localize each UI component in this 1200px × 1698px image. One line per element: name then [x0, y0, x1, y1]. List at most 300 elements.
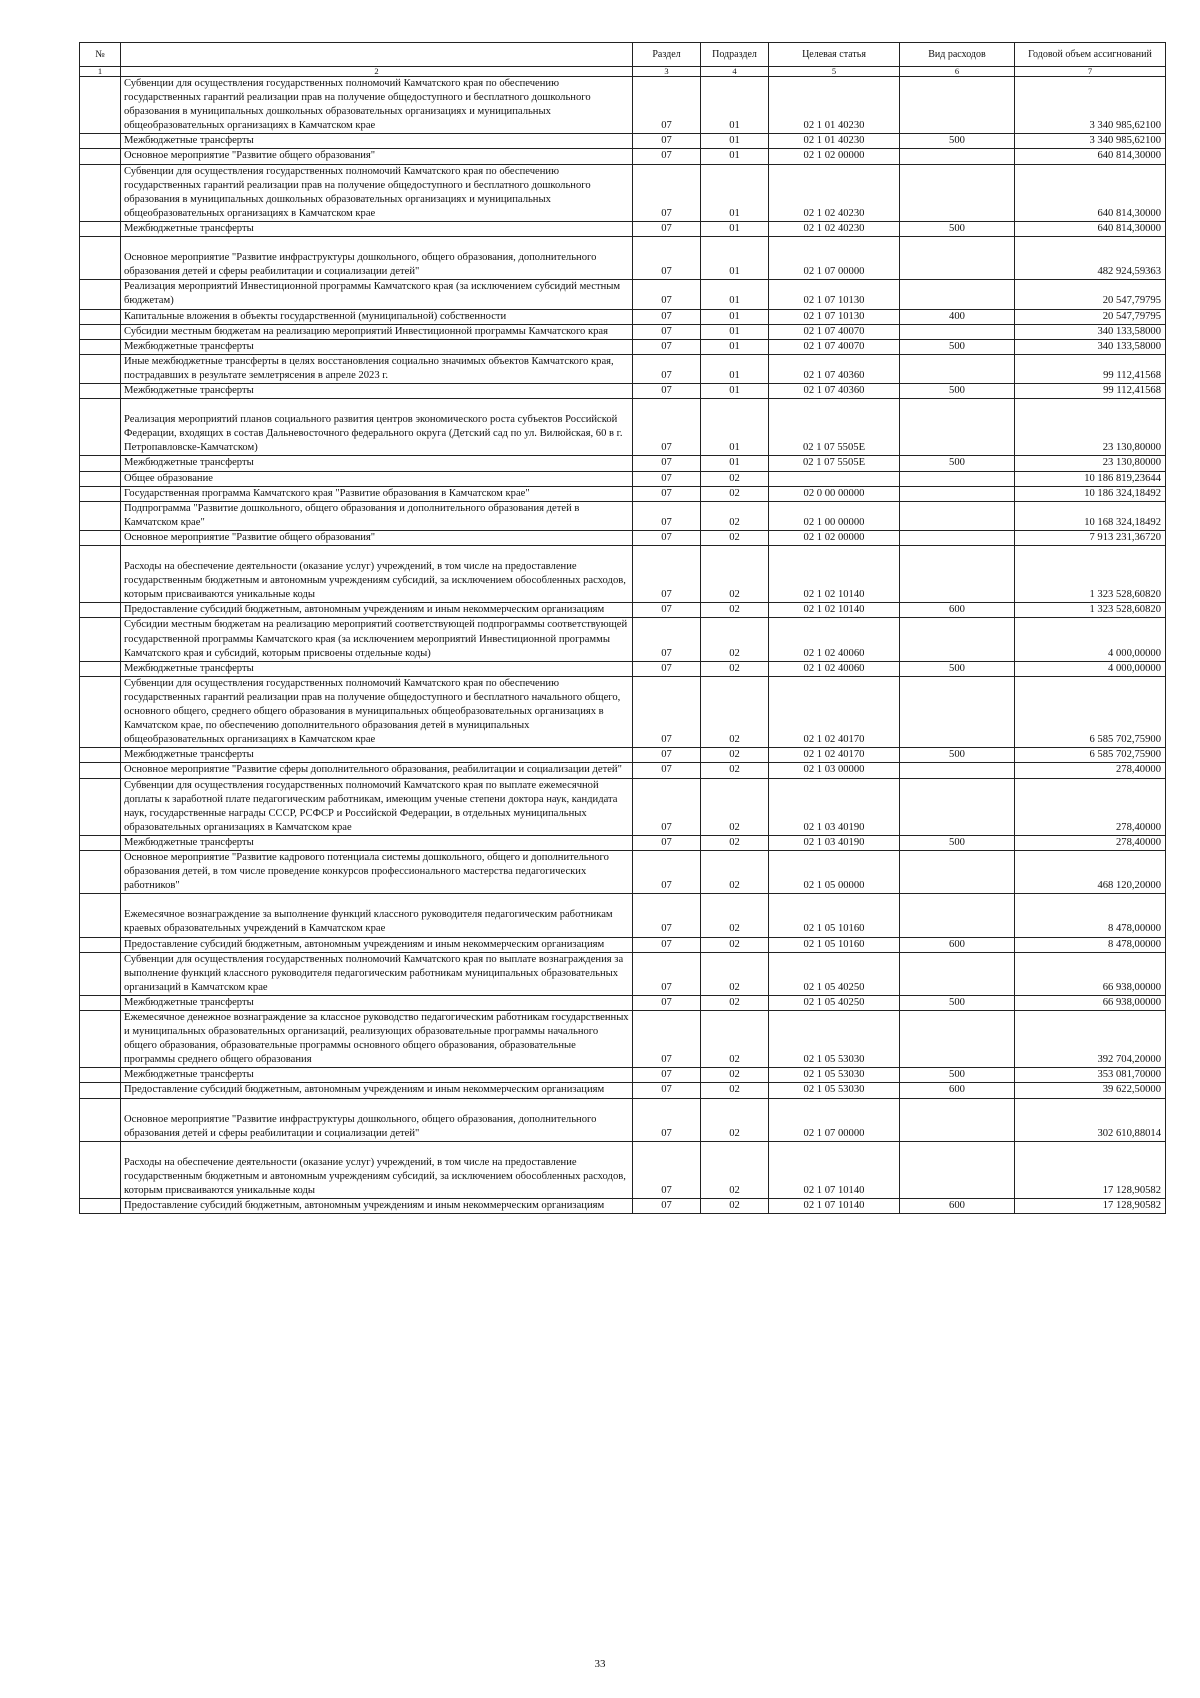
row-target-cell: 02 1 02 40170 [769, 748, 900, 763]
row-section-cell: 07 [633, 309, 701, 324]
row-type-cell [900, 530, 1015, 545]
row-number-cell [80, 763, 121, 778]
row-name-cell: Межбюджетные трансферты [121, 221, 633, 236]
row-number-cell [80, 501, 121, 530]
row-amount-cell: 278,40000 [1015, 778, 1166, 835]
index-cell: 4 [701, 67, 769, 77]
page-number: 33 [594, 1658, 606, 1670]
row-target-cell: 02 1 02 40170 [769, 676, 900, 747]
index-cell: 6 [900, 67, 1015, 77]
row-subsection-cell: 02 [701, 471, 769, 486]
row-subsection-cell: 02 [701, 603, 769, 618]
row-number-cell [80, 546, 121, 603]
row-target-cell: 02 1 02 10140 [769, 603, 900, 618]
row-subsection-cell: 01 [701, 399, 769, 456]
row-type-cell: 500 [900, 383, 1015, 398]
row-name-cell: Межбюджетные трансферты [121, 995, 633, 1010]
row-section-cell: 07 [633, 324, 701, 339]
row-name-cell: Предоставление субсидий бюджетным, автономным учреждениям и иным некоммерческим организациям [121, 1083, 633, 1098]
row-amount-cell: 353 081,70000 [1015, 1068, 1166, 1083]
table-row [80, 1011, 1166, 1068]
row-name-cell: Расходы на обеспечение деятельности (оказание услуг) учреждений, в том числе на предоставление государственным бюджетным и автономным учреждениям субсидий, за исключением обособленных расходов, которым присваиваются уникальные коды [121, 546, 633, 603]
row-section-cell: 07 [633, 280, 701, 309]
table-row [80, 134, 1166, 149]
row-section-cell: 07 [633, 77, 701, 134]
row-type-cell: 400 [900, 309, 1015, 324]
row-amount-cell: 10 186 819,23644 [1015, 471, 1166, 486]
row-number-cell [80, 1011, 121, 1068]
header-name [121, 43, 633, 67]
row-amount-cell: 3 340 985,62100 [1015, 134, 1166, 149]
row-amount-cell: 468 120,20000 [1015, 850, 1166, 893]
row-number-cell [80, 850, 121, 893]
row-subsection-cell: 02 [701, 763, 769, 778]
budget-table-sheet [79, 42, 1165, 1214]
row-type-cell [900, 164, 1015, 221]
row-number-cell [80, 676, 121, 747]
row-section-cell: 07 [633, 530, 701, 545]
row-type-cell: 500 [900, 1068, 1015, 1083]
row-target-cell: 02 1 07 10130 [769, 280, 900, 309]
row-number-cell [80, 835, 121, 850]
row-type-cell: 500 [900, 748, 1015, 763]
row-type-cell: 600 [900, 937, 1015, 952]
row-amount-cell: 17 128,90582 [1015, 1199, 1166, 1214]
row-subsection-cell: 01 [701, 339, 769, 354]
row-type-cell: 500 [900, 661, 1015, 676]
row-subsection-cell: 01 [701, 354, 769, 383]
row-target-cell: 02 1 07 5505Е [769, 456, 900, 471]
row-amount-cell: 66 938,00000 [1015, 952, 1166, 995]
row-subsection-cell: 02 [701, 1011, 769, 1068]
header-subsection: Подраздел [701, 43, 769, 67]
table-row [80, 280, 1166, 309]
row-amount-cell: 640 814,30000 [1015, 164, 1166, 221]
row-subsection-cell: 02 [701, 894, 769, 937]
row-target-cell: 02 1 05 53030 [769, 1083, 900, 1098]
row-subsection-cell: 02 [701, 850, 769, 893]
table-row [80, 501, 1166, 530]
table-row [80, 164, 1166, 221]
row-subsection-cell: 02 [701, 1083, 769, 1098]
row-target-cell: 02 1 01 40230 [769, 77, 900, 134]
row-type-cell [900, 1141, 1015, 1198]
row-amount-cell: 20 547,79795 [1015, 309, 1166, 324]
row-section-cell: 07 [633, 835, 701, 850]
row-section-cell: 07 [633, 399, 701, 456]
row-amount-cell: 278,40000 [1015, 835, 1166, 850]
row-type-cell: 500 [900, 221, 1015, 236]
row-amount-cell: 17 128,90582 [1015, 1141, 1166, 1198]
row-subsection-cell: 01 [701, 280, 769, 309]
row-target-cell: 02 1 05 10160 [769, 894, 900, 937]
table-row [80, 676, 1166, 747]
row-amount-cell: 6 585 702,75900 [1015, 748, 1166, 763]
row-name-cell: Межбюджетные трансферты [121, 748, 633, 763]
row-subsection-cell: 02 [701, 501, 769, 530]
row-subsection-cell: 02 [701, 676, 769, 747]
row-section-cell: 07 [633, 546, 701, 603]
row-amount-cell: 4 000,00000 [1015, 661, 1166, 676]
row-amount-cell: 23 130,80000 [1015, 399, 1166, 456]
index-cell: 5 [769, 67, 900, 77]
table-row [80, 237, 1166, 280]
row-amount-cell: 640 814,30000 [1015, 149, 1166, 164]
row-name-cell: Основное мероприятие "Развитие сферы дополнительного образования, реабилитации и социализации детей" [121, 763, 633, 778]
table-row [80, 937, 1166, 952]
row-section-cell: 07 [633, 763, 701, 778]
row-target-cell: 02 1 00 00000 [769, 501, 900, 530]
row-target-cell: 02 1 07 40360 [769, 383, 900, 398]
row-name-cell: Субсидии местным бюджетам на реализацию мероприятий соответствующей подпрограммы соответствующей государственной программы Камчатского края (за исключением мероприятий Инвестиционной программы Камчатского края и субсидий, которым присвоены отдельные коды) [121, 618, 633, 661]
row-section-cell: 07 [633, 937, 701, 952]
row-name-cell: Подпрограмма "Развитие дошкольного, общего образования и дополнительного образования детей в Камчатском крае" [121, 501, 633, 530]
row-amount-cell: 99 112,41568 [1015, 383, 1166, 398]
row-number-cell [80, 77, 121, 134]
row-subsection-cell: 01 [701, 456, 769, 471]
row-amount-cell: 640 814,30000 [1015, 221, 1166, 236]
row-section-cell: 07 [633, 501, 701, 530]
row-section-cell: 07 [633, 1141, 701, 1198]
table-row [80, 661, 1166, 676]
table-row [80, 383, 1166, 398]
header-section: Раздел [633, 43, 701, 67]
row-section-cell: 07 [633, 221, 701, 236]
header-amount: Годовой объем ассигнований [1015, 43, 1166, 67]
row-number-cell [80, 937, 121, 952]
table-row [80, 324, 1166, 339]
table-row [80, 618, 1166, 661]
row-name-cell: Иные межбюджетные трансферты в целях восстановления социально значимых объектов Камчатского края, пострадавших в результате землетрясения в апреле 2023 г. [121, 354, 633, 383]
row-type-cell: 600 [900, 1083, 1015, 1098]
row-target-cell: 02 1 07 5505Е [769, 399, 900, 456]
row-name-cell: Предоставление субсидий бюджетным, автономным учреждениям и иным некоммерческим организациям [121, 937, 633, 952]
row-type-cell [900, 778, 1015, 835]
row-name-cell: Общее образование [121, 471, 633, 486]
row-type-cell [900, 763, 1015, 778]
row-name-cell: Основное мероприятие "Развитие общего образования" [121, 149, 633, 164]
row-section-cell: 07 [633, 894, 701, 937]
row-target-cell: 02 1 02 00000 [769, 530, 900, 545]
row-number-cell [80, 995, 121, 1010]
row-name-cell: Расходы на обеспечение деятельности (оказание услуг) учреждений, в том числе на предоставление государственным бюджетным и автономным учреждениям субсидий, за исключением обособленных расходов, которым присваиваются уникальные коды [121, 1141, 633, 1198]
row-name-cell: Реализация мероприятий Инвестиционной программы Камчатского края (за исключением субсидий местным бюджетам) [121, 280, 633, 309]
row-subsection-cell: 01 [701, 237, 769, 280]
row-subsection-cell: 02 [701, 1141, 769, 1198]
row-type-cell [900, 1098, 1015, 1141]
row-number-cell [80, 309, 121, 324]
table-row [80, 354, 1166, 383]
row-number-cell [80, 530, 121, 545]
row-number-cell [80, 221, 121, 236]
row-name-cell: Ежемесячное денежное вознаграждение за классное руководство педагогическим работникам государственных и муниципальных образовательных организаций, реализующих образовательные программы начального общего образования, образовательные программы основного общего образования, образовательные программы среднего общего образования [121, 1011, 633, 1068]
row-section-cell: 07 [633, 1199, 701, 1214]
row-target-cell: 02 1 02 40060 [769, 618, 900, 661]
row-section-cell: 07 [633, 676, 701, 747]
row-type-cell: 500 [900, 134, 1015, 149]
row-type-cell [900, 501, 1015, 530]
row-subsection-cell: 02 [701, 835, 769, 850]
table-row [80, 1083, 1166, 1098]
row-subsection-cell: 02 [701, 937, 769, 952]
row-target-cell: 02 1 07 10140 [769, 1141, 900, 1198]
row-target-cell: 02 1 02 40230 [769, 221, 900, 236]
row-number-cell [80, 603, 121, 618]
header-row [80, 43, 1166, 67]
row-amount-cell: 340 133,58000 [1015, 324, 1166, 339]
budget-table [79, 42, 1166, 1214]
table-row [80, 748, 1166, 763]
row-type-cell: 600 [900, 603, 1015, 618]
row-type-cell [900, 676, 1015, 747]
row-target-cell: 02 1 02 00000 [769, 149, 900, 164]
row-number-cell [80, 134, 121, 149]
row-section-cell: 07 [633, 1068, 701, 1083]
table-row [80, 339, 1166, 354]
row-number-cell [80, 324, 121, 339]
row-section-cell: 07 [633, 603, 701, 618]
table-row [80, 1141, 1166, 1198]
index-cell: 3 [633, 67, 701, 77]
row-name-cell: Межбюджетные трансферты [121, 456, 633, 471]
row-target-cell [769, 471, 900, 486]
row-name-cell: Государственная программа Камчатского края "Развитие образования в Камчатском крае" [121, 486, 633, 501]
row-type-cell [900, 546, 1015, 603]
table-row [80, 486, 1166, 501]
row-subsection-cell: 01 [701, 383, 769, 398]
row-name-cell: Реализация мероприятий планов социального развития центров экономического роста субъектов Российской Федерации, входящих в состав Дальневосточного федерального округа (Детский сад по ул. Вилюйская, 60 в г. Петропавловске-Камчатском) [121, 399, 633, 456]
row-number-cell [80, 618, 121, 661]
row-target-cell: 02 1 05 00000 [769, 850, 900, 893]
table-row [80, 309, 1166, 324]
table-row [80, 603, 1166, 618]
row-name-cell: Ежемесячное вознаграждение за выполнение функций классного руководителя педагогическим работникам краевых образовательных учреждений в Камчатском крае [121, 894, 633, 937]
row-number-cell [80, 354, 121, 383]
row-target-cell: 02 1 07 40070 [769, 324, 900, 339]
index-cell: 1 [80, 67, 121, 77]
row-type-cell [900, 618, 1015, 661]
index-cell: 2 [121, 67, 633, 77]
row-type-cell [900, 149, 1015, 164]
row-target-cell: 02 1 02 40230 [769, 164, 900, 221]
row-name-cell: Межбюджетные трансферты [121, 661, 633, 676]
table-row [80, 835, 1166, 850]
row-subsection-cell: 01 [701, 221, 769, 236]
row-name-cell: Основное мероприятие "Развитие инфраструктуры дошкольного, общего образования, дополнительного образования детей и сферы реабилитации и социализации детей" [121, 1098, 633, 1141]
row-section-cell: 07 [633, 354, 701, 383]
row-subsection-cell: 01 [701, 77, 769, 134]
row-subsection-cell: 02 [701, 618, 769, 661]
row-name-cell: Субвенции для осуществления государственных полномочий Камчатского края по обеспечению государственных гарантий реализации прав на получение общедоступного и бесплатного дошкольного образования в муниципальных дошкольных образовательных организациях и муниципальных общеобразовательных организациях в Камчатском крае [121, 164, 633, 221]
row-name-cell: Предоставление субсидий бюджетным, автономным учреждениям и иным некоммерческим организациям [121, 1199, 633, 1214]
row-subsection-cell: 02 [701, 546, 769, 603]
row-amount-cell: 99 112,41568 [1015, 354, 1166, 383]
row-subsection-cell: 01 [701, 309, 769, 324]
row-name-cell: Основное мероприятие "Развитие общего образования" [121, 530, 633, 545]
row-type-cell: 500 [900, 995, 1015, 1010]
row-type-cell: 500 [900, 339, 1015, 354]
row-section-cell: 07 [633, 1083, 701, 1098]
row-name-cell: Межбюджетные трансферты [121, 383, 633, 398]
row-section-cell: 07 [633, 149, 701, 164]
row-section-cell: 07 [633, 456, 701, 471]
row-number-cell [80, 1199, 121, 1214]
row-amount-cell: 340 133,58000 [1015, 339, 1166, 354]
row-amount-cell: 1 323 528,60820 [1015, 546, 1166, 603]
row-section-cell: 07 [633, 850, 701, 893]
row-amount-cell: 278,40000 [1015, 763, 1166, 778]
row-type-cell [900, 894, 1015, 937]
row-section-cell: 07 [633, 164, 701, 221]
row-number-cell [80, 471, 121, 486]
row-name-cell: Субвенции для осуществления государственных полномочий Камчатского края по обеспечению государственных гарантий реализации прав на получение общедоступного и бесплатного дошкольного образования в муниципальных дошкольных образовательных организациях и муниципальных общеобразовательных организациях в Камчатском крае [121, 77, 633, 134]
table-row [80, 995, 1166, 1010]
row-number-cell [80, 399, 121, 456]
row-type-cell: 600 [900, 1199, 1015, 1214]
row-subsection-cell: 01 [701, 324, 769, 339]
table-row [80, 850, 1166, 893]
row-section-cell: 07 [633, 952, 701, 995]
header-target: Целевая статья [769, 43, 900, 67]
row-number-cell [80, 149, 121, 164]
row-subsection-cell: 02 [701, 1199, 769, 1214]
row-target-cell: 02 1 07 00000 [769, 237, 900, 280]
row-number-cell [80, 1068, 121, 1083]
row-number-cell [80, 661, 121, 676]
row-name-cell: Предоставление субсидий бюджетным, автономным учреждениям и иным некоммерческим организациям [121, 603, 633, 618]
row-subsection-cell: 02 [701, 748, 769, 763]
row-amount-cell: 10 186 324,18492 [1015, 486, 1166, 501]
row-target-cell: 02 1 07 10140 [769, 1199, 900, 1214]
row-name-cell: Межбюджетные трансферты [121, 339, 633, 354]
row-type-cell [900, 77, 1015, 134]
row-number-cell [80, 778, 121, 835]
row-section-cell: 07 [633, 1011, 701, 1068]
table-row [80, 471, 1166, 486]
row-number-cell [80, 952, 121, 995]
row-type-cell [900, 952, 1015, 995]
row-target-cell: 02 1 07 10130 [769, 309, 900, 324]
row-target-cell: 02 1 03 40190 [769, 835, 900, 850]
row-target-cell: 02 1 02 40060 [769, 661, 900, 676]
table-row [80, 952, 1166, 995]
row-target-cell: 02 1 03 40190 [769, 778, 900, 835]
row-section-cell: 07 [633, 339, 701, 354]
row-section-cell: 07 [633, 383, 701, 398]
row-subsection-cell: 02 [701, 486, 769, 501]
row-target-cell: 02 1 05 53030 [769, 1068, 900, 1083]
row-number-cell [80, 339, 121, 354]
row-target-cell: 02 0 00 00000 [769, 486, 900, 501]
row-name-cell: Субвенции для осуществления государственных полномочий Камчатского края по обеспечению государственных гарантий реализации прав на получение общедоступного и бесплатного начального общего, основного общего, среднего общего образования в муниципальных общеобразовательных организациях в Камчатском крае, по обеспечению дополнительного образования детей в муниципальных общеобразовательных организациях в Камчатском крае [121, 676, 633, 747]
row-target-cell: 02 1 05 10160 [769, 937, 900, 952]
row-target-cell: 02 1 05 40250 [769, 995, 900, 1010]
table-row [80, 149, 1166, 164]
row-amount-cell: 6 585 702,75900 [1015, 676, 1166, 747]
row-section-cell: 07 [633, 995, 701, 1010]
row-amount-cell: 8 478,00000 [1015, 937, 1166, 952]
row-number-cell [80, 280, 121, 309]
row-number-cell [80, 748, 121, 763]
table-row [80, 778, 1166, 835]
row-target-cell: 02 1 05 40250 [769, 952, 900, 995]
table-row [80, 456, 1166, 471]
row-target-cell: 02 1 02 10140 [769, 546, 900, 603]
table-row [80, 1098, 1166, 1141]
row-type-cell [900, 354, 1015, 383]
row-number-cell [80, 237, 121, 280]
table-row [80, 399, 1166, 456]
row-number-cell [80, 894, 121, 937]
row-section-cell: 07 [633, 134, 701, 149]
row-type-cell [900, 850, 1015, 893]
row-type-cell [900, 1011, 1015, 1068]
row-number-cell [80, 1098, 121, 1141]
row-subsection-cell: 01 [701, 149, 769, 164]
row-amount-cell: 23 130,80000 [1015, 456, 1166, 471]
row-subsection-cell: 02 [701, 661, 769, 676]
row-type-cell: 500 [900, 835, 1015, 850]
row-subsection-cell: 02 [701, 995, 769, 1010]
row-number-cell [80, 1083, 121, 1098]
row-amount-cell: 4 000,00000 [1015, 618, 1166, 661]
row-section-cell: 07 [633, 661, 701, 676]
row-subsection-cell: 02 [701, 530, 769, 545]
row-amount-cell: 20 547,79795 [1015, 280, 1166, 309]
row-number-cell [80, 383, 121, 398]
row-number-cell [80, 1141, 121, 1198]
row-type-cell [900, 237, 1015, 280]
row-subsection-cell: 01 [701, 134, 769, 149]
row-section-cell: 07 [633, 486, 701, 501]
row-section-cell: 07 [633, 748, 701, 763]
row-target-cell: 02 1 07 40070 [769, 339, 900, 354]
row-amount-cell: 8 478,00000 [1015, 894, 1166, 937]
table-row [80, 221, 1166, 236]
row-section-cell: 07 [633, 1098, 701, 1141]
header-type: Вид расходов [900, 43, 1015, 67]
row-name-cell: Субсидии местным бюджетам на реализацию мероприятий Инвестиционной программы Камчатского края [121, 324, 633, 339]
row-number-cell [80, 456, 121, 471]
row-amount-cell: 7 913 231,36720 [1015, 530, 1166, 545]
row-target-cell: 02 1 03 00000 [769, 763, 900, 778]
row-name-cell: Субвенции для осуществления государственных полномочий Камчатского края по выплате вознаграждения за выполнение функций классного руководителя педагогическим работникам муниципальных образовательных организаций в Камчатском крае [121, 952, 633, 995]
header-no: № [80, 43, 121, 67]
table-row [80, 763, 1166, 778]
row-section-cell: 07 [633, 618, 701, 661]
row-number-cell [80, 486, 121, 501]
row-amount-cell: 3 340 985,62100 [1015, 77, 1166, 134]
row-target-cell: 02 1 07 40360 [769, 354, 900, 383]
row-name-cell: Межбюджетные трансферты [121, 835, 633, 850]
row-subsection-cell: 02 [701, 778, 769, 835]
row-amount-cell: 1 323 528,60820 [1015, 603, 1166, 618]
row-type-cell [900, 399, 1015, 456]
row-type-cell: 500 [900, 456, 1015, 471]
row-type-cell [900, 280, 1015, 309]
row-amount-cell: 302 610,88014 [1015, 1098, 1166, 1141]
row-amount-cell: 39 622,50000 [1015, 1083, 1166, 1098]
row-section-cell: 07 [633, 471, 701, 486]
row-amount-cell: 392 704,20000 [1015, 1011, 1166, 1068]
row-section-cell: 07 [633, 237, 701, 280]
row-amount-cell: 482 924,59363 [1015, 237, 1166, 280]
table-row [80, 546, 1166, 603]
row-name-cell: Межбюджетные трансферты [121, 1068, 633, 1083]
row-subsection-cell: 02 [701, 952, 769, 995]
row-amount-cell: 66 938,00000 [1015, 995, 1166, 1010]
row-name-cell: Межбюджетные трансферты [121, 134, 633, 149]
